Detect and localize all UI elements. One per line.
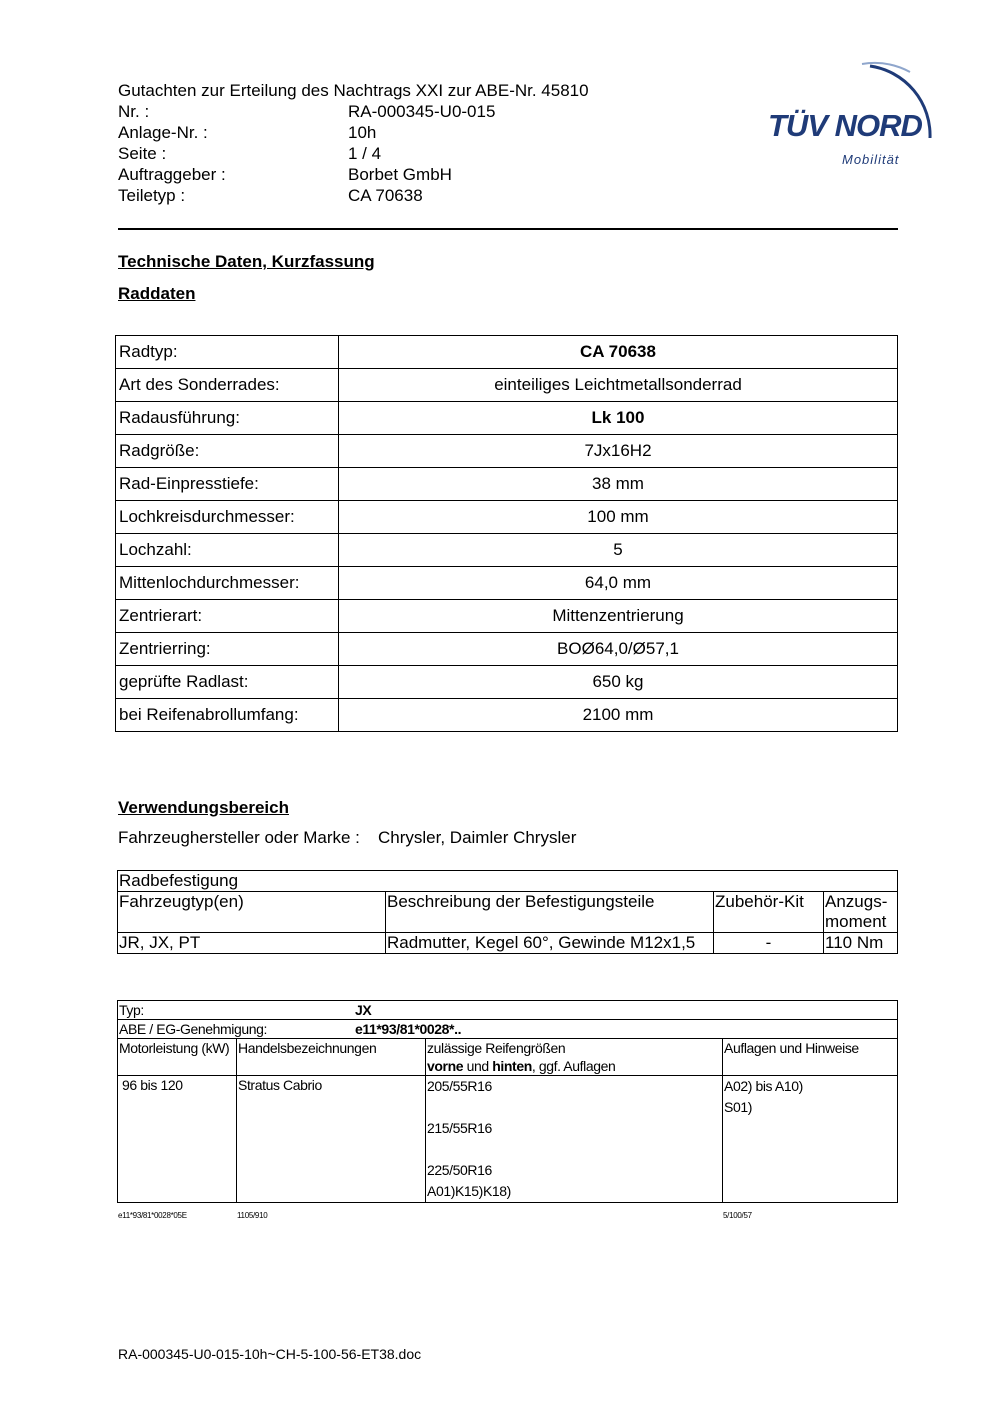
raddaten-row xyxy=(116,468,898,501)
column-header-handel: Handelsbezeichnungen xyxy=(237,1039,426,1076)
raddaten-value: 2100 mm xyxy=(339,699,898,732)
typ-row xyxy=(118,1001,898,1020)
document-footer-filename: RA-000345-U0-015-10h~CH-5-100-56-ET38.doc xyxy=(118,1346,422,1362)
raddaten-row xyxy=(116,699,898,732)
radbefestigung-table xyxy=(117,870,898,954)
reifen-header-hinten: hinten xyxy=(492,1058,532,1074)
reifen-header-vorne: vorne xyxy=(427,1058,464,1074)
raddaten-value: BOØ64,0/Ø57,1 xyxy=(339,633,898,666)
reifen-header-auflagen: , ggf. Auflagen xyxy=(531,1058,616,1074)
raddaten-row xyxy=(116,666,898,699)
header-value: 10h xyxy=(348,123,377,142)
section-title-raddaten: Raddaten xyxy=(118,284,196,303)
raddaten-label: bei Reifenabrollumfang: xyxy=(116,699,339,732)
document-title: Gutachten zur Erteilung des Nachtrags XXI zur ABE-Nr. 45810 xyxy=(118,81,589,100)
table-cell: Radmutter, Kegel 60°, Gewinde M12x1,5 xyxy=(386,933,714,954)
column-header: Zubehör-Kit xyxy=(714,892,824,933)
raddaten-value: 7Jx16H2 xyxy=(339,435,898,468)
approval-note: e11*93/81*0028*05E xyxy=(118,1211,187,1220)
raddaten-value: 100 mm xyxy=(339,501,898,534)
raddaten-label: Art des Sonderrades: xyxy=(116,369,339,402)
logo-subtitle: Mobilität xyxy=(842,152,900,167)
tire-size: 215/55R16 xyxy=(427,1120,492,1136)
column-header-motor: Motorleistung (kW) xyxy=(118,1039,237,1076)
raddaten-row xyxy=(116,501,898,534)
header-label: Nr. : xyxy=(118,102,150,121)
raddaten-value: 5 xyxy=(339,534,898,567)
tire-notes: A01)K15)K18) xyxy=(427,1183,511,1199)
raddaten-value: CA 70638 xyxy=(339,336,898,369)
header-label: Anlage-Nr. : xyxy=(118,123,208,142)
raddaten-value: Lk 100 xyxy=(339,402,898,435)
header-label: Seite : xyxy=(118,144,167,163)
logo-wordmark: TÜV NORD xyxy=(768,108,922,143)
raddaten-table xyxy=(115,335,898,732)
reifen-header-und: und xyxy=(463,1058,493,1074)
raddaten-label: Radausführung: xyxy=(116,402,339,435)
abe-value: e11*93/81*0028*.. xyxy=(355,1021,462,1037)
typ-value: JX xyxy=(355,1002,372,1018)
header-label: Teiletyp : xyxy=(118,186,186,205)
raddaten-row xyxy=(116,336,898,369)
table-cell-motor: 96 bis 120 xyxy=(118,1076,237,1203)
column-header: Beschreibung der Befestigungsteile xyxy=(386,892,714,933)
abe-label: ABE / EG-Genehmigung: xyxy=(119,1021,268,1037)
column-header: Fahrzeugtyp(en) xyxy=(118,892,386,933)
abe-row xyxy=(118,1020,898,1039)
header-value: RA-000345-U0-015 xyxy=(348,102,496,121)
raddaten-row xyxy=(116,402,898,435)
auflage-item: S01) xyxy=(724,1099,752,1115)
raddaten-row xyxy=(116,534,898,567)
reifen-header-line1: zulässige Reifengrößen xyxy=(427,1040,566,1056)
raddaten-row xyxy=(116,567,898,600)
table-cell-reifen xyxy=(426,1076,723,1203)
maker-value: Chrysler, Daimler Chrysler xyxy=(378,828,577,847)
tuev-nord-logo xyxy=(760,58,945,176)
fahrzeugtyp-table xyxy=(117,1000,898,1203)
column-header-auflagen: Auflagen und Hinweise xyxy=(723,1039,898,1076)
raddaten-value: einteiliges Leichtmetallsonderrad xyxy=(339,369,898,402)
raddaten-label: Radtyp: xyxy=(116,336,339,369)
header-divider xyxy=(118,228,898,230)
approval-note: 5/100/57 xyxy=(723,1211,752,1220)
approval-note: 1105/910 xyxy=(237,1211,268,1220)
raddaten-value: 38 mm xyxy=(339,468,898,501)
tire-size: 205/55R16 xyxy=(427,1078,492,1094)
tire-size: 225/50R16 xyxy=(427,1162,492,1178)
raddaten-label: Zentrierart: xyxy=(116,600,339,633)
raddaten-row xyxy=(116,369,898,402)
raddaten-value: 650 kg xyxy=(339,666,898,699)
table-cell-handel: Stratus Cabrio xyxy=(237,1076,426,1203)
header-value: Borbet GmbH xyxy=(348,165,452,184)
table-cell: 110 Nm xyxy=(824,933,898,954)
table-title: Radbefestigung xyxy=(118,871,898,892)
raddaten-value: 64,0 mm xyxy=(339,567,898,600)
header-value: 1 / 4 xyxy=(348,144,382,163)
raddaten-row xyxy=(116,633,898,666)
table-cell: - xyxy=(714,933,824,954)
section-title-technische: Technische Daten, Kurzfassung xyxy=(118,252,375,271)
raddaten-label: Lochkreisdurchmesser: xyxy=(116,501,339,534)
column-header: Anzugs-moment xyxy=(824,892,898,933)
table-cell-auflagen xyxy=(723,1076,898,1203)
maker-label: Fahrzeughersteller oder Marke : xyxy=(118,828,360,847)
raddaten-label: Rad-Einpresstiefe: xyxy=(116,468,339,501)
raddaten-value: Mittenzentrierung xyxy=(339,600,898,633)
vehicle-maker xyxy=(118,828,577,848)
raddaten-label: Radgröße: xyxy=(116,435,339,468)
raddaten-label: Zentrierring: xyxy=(116,633,339,666)
column-header-reifen xyxy=(426,1039,723,1076)
auflage-item: A02) bis A10) xyxy=(724,1078,803,1094)
raddaten-label: Lochzahl: xyxy=(116,534,339,567)
header-label: Auftraggeber : xyxy=(118,165,226,184)
typ-label: Typ: xyxy=(119,1002,144,1018)
raddaten-label: geprüfte Radlast: xyxy=(116,666,339,699)
header-value: CA 70638 xyxy=(348,186,423,205)
raddaten-row xyxy=(116,600,898,633)
section-title-verwendung: Verwendungsbereich xyxy=(118,798,289,817)
table-cell: JR, JX, PT xyxy=(118,933,386,954)
raddaten-label: Mittenlochdurchmesser: xyxy=(116,567,339,600)
raddaten-row xyxy=(116,435,898,468)
